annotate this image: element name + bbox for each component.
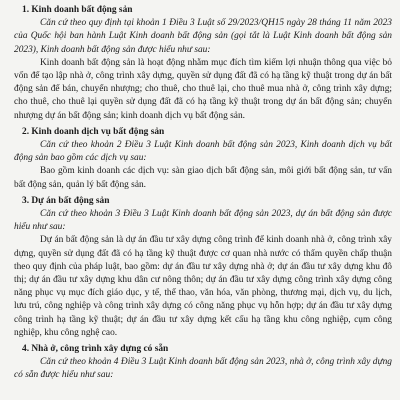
section-heading: 2. Kinh doanh dịch vụ bất động sản bbox=[22, 126, 165, 137]
section-body: Kinh doanh bất động sản là hoạt động nhằm mục đích tìm kiếm lợi nhuận thông qua việc bỏ vốn để tạo lập nhà ở, công trình xây dựng, quyền sử dụng đất đã có hạ tầng kỹ thuật trong dự án bất động sản để bán, chuyển nhượng; cho thuê, cho thuê lại, cho thuê mua nhà ở, công trình xây dựng; cho thuê, cho thuê lại quyền sử dụng đất đã có hạ tầng kỹ thuật trong dự án bất động sản; chuyển nhượng dự án bất động sản; kinh doanh dịch vụ bất động sản. bbox=[14, 57, 392, 121]
section-citation: Căn cứ theo khoản 3 Điều 3 Luật Kinh doanh bất động sản 2023, dự án bất động sản được hiểu như sau: bbox=[14, 209, 392, 233]
section-kinh-doanh-dich-vu bbox=[14, 126, 392, 192]
section-kinh-doanh-bat-dong-san bbox=[14, 4, 392, 123]
section-heading: 1. Kinh doanh bất động sản bbox=[22, 5, 133, 15]
section-body: Dự án bất động sản là dự án đầu tư xây dựng công trình để kinh doanh nhà ở, công trình xây dựng, quyền sử dụng đất đã có hạ tầng kỹ thuật được cơ quan nhà nước có thẩm quyền chấp thuận theo quy định của pháp luật, bao gồm: dự án đầu tư xây dựng nhà ở; dự án đầu tư xây dựng khu đô thị; dự án đầu tư xây dựng khu dân cư nông thôn; dự án đầu tư xây dựng công trình xây dựng công năng phục vụ mục đích giáo dục, y tế, thể thao, văn hóa, văn phòng, thương mại, dịch vụ, du lịch, lưu trú, công nghiệp và công trình xây dựng có công năng phục vụ hỗn hợp; dự án đầu tư xây dựng công trình hạ tầng kỹ thuật; dự án đầu tư xây dựng kết cấu hạ tầng khu công nghiệp, cụm công nghiệp, khu công nghệ cao. bbox=[14, 235, 392, 338]
section-heading: 4. Nhà ở, công trình xây dựng có sẵn bbox=[22, 344, 169, 355]
section-heading: 3. Dự án bất động sản bbox=[22, 195, 110, 206]
section-citation: Căn cứ theo khoản 2 Điều 3 Luật Kinh doanh bất động sản 2023, Kinh doanh dịch vụ bất động sản bao gồm các dịch vụ sau: bbox=[14, 140, 392, 164]
section-du-an-bat-dong-san bbox=[14, 195, 392, 340]
section-nha-o-co-san bbox=[14, 343, 392, 383]
section-citation: Căn cứ theo quy định tại khoản 1 Điều 3 Luật số 29/2023/QH15 ngày 28 tháng 11 năm 2023 của Quốc hội ban hành Luật Kinh doanh bất động sản (gọi tắt là Luật Kinh doanh bất động sản 2023), Kinh doanh bất động sản được hiểu như sau: bbox=[14, 18, 392, 55]
section-citation: Căn cứ theo khoản 4 Điều 3 Luật Kinh doanh bất động sản 2023, nhà ở, công trình xây dựng có sẵn được hiểu như sau: bbox=[14, 357, 392, 381]
section-body: Bao gồm kinh doanh các dịch vụ: sàn giao dịch bất động sản, môi giới bất động sản, tư vấn bất động sản, quản lý bất động sản. bbox=[14, 166, 392, 190]
